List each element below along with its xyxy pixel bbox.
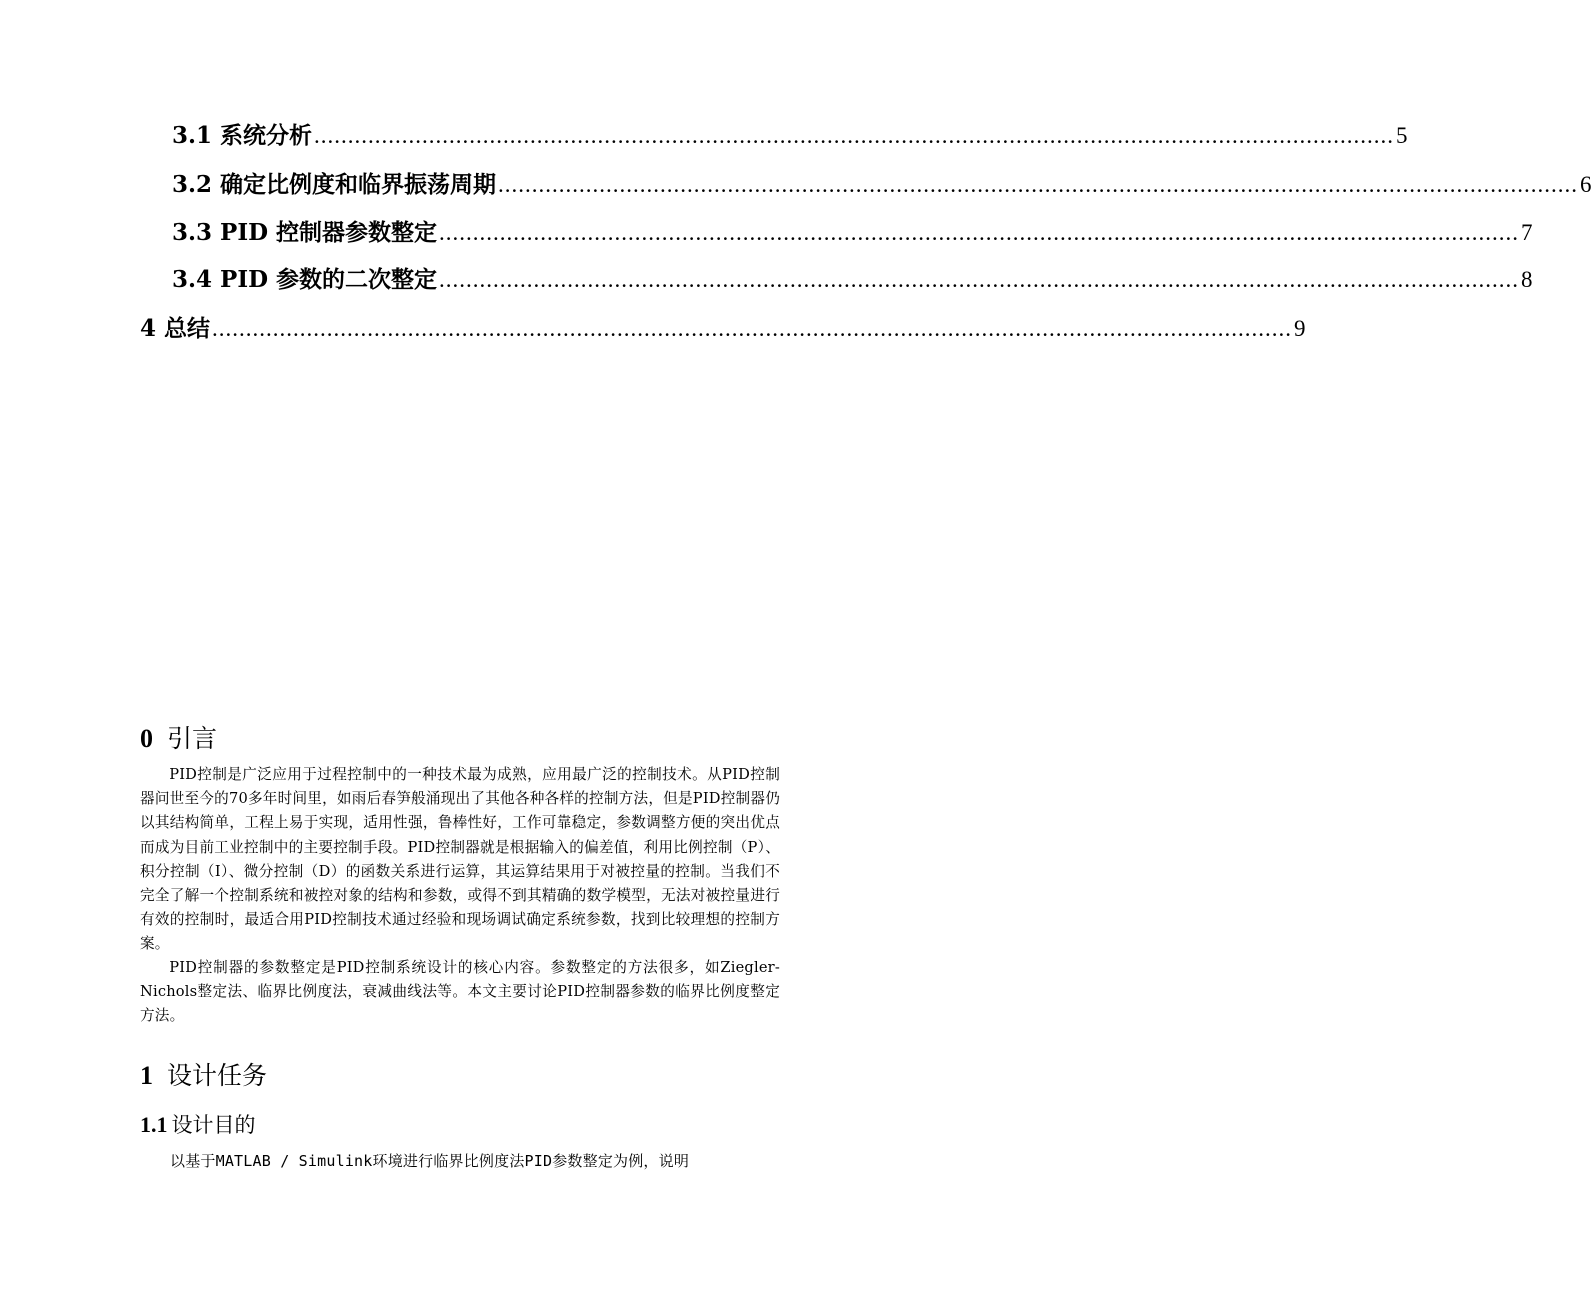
toc-entry-3-1[interactable] — [172, 121, 1408, 151]
toc-page-number: 9 — [1294, 316, 1306, 341]
subsection-title: 设计目的 — [171, 1113, 256, 1137]
toc-label: 4 总结 — [140, 315, 211, 342]
section-title: 设计任务 — [167, 1061, 268, 1090]
section-heading-design-task — [140, 1059, 267, 1093]
toc-entry-4[interactable] — [140, 314, 1306, 344]
toc-leader-dots: ................................................................................................................................................................ — [212, 316, 1293, 341]
toc-page-number: 5 — [1396, 123, 1408, 148]
toc-leader-dots: ................................................................................................................................................................ — [314, 123, 1395, 148]
toc-page-number: 7 — [1521, 220, 1533, 245]
intro-paragraph-2: PID控制器的参数整定是PID控制系统设计的核心内容。参数整定的方法很多，如Ziegler-Nichols整定法、临界比例度法，衰减曲线法等。本文主要讨论PID控制器参数的临界比例度整定方法。 — [140, 959, 780, 1025]
toc-label: 3.1 系统分析 — [172, 122, 313, 149]
toc-leader-dots: ................................................................................................................................................................ — [439, 220, 1520, 245]
toc-leader-dots: ................................................................................................................................................................ — [498, 172, 1579, 197]
intro-paragraph-1: PID控制是广泛应用于过程控制中的一种技术最为成熟，应用最广泛的控制技术。从PID控制器问世至今的70多年时间里，如雨后春笋般涌现出了其他各种各样的控制方法，但是PID控制器仍以其结构简单，工程上易于实现，适用性强，鲁棒性好，工作可靠稳定，参数调整方便的突出优点而成为目前工业控制中的主要控制手段。PID控制器就是根据输入的偏差值，利用比例控制（P）、积分控制（I）、微分控制（D）的函数关系进行运算，其运算结果用于对被控量的控制。当我们不完全了解一个控制系统和被控对象的结构和参数，或得不到其精确的数学模型，无法对被控量进行有效的控制时，最适合用PID控制技术通过经验和现场调试确定系统参数，找到比较理想的控制方案。 — [140, 766, 780, 953]
design-purpose-paragraph: 以基于MATLAB / Simulink环境进行临界比例度法PID参数整定为例，说明 — [170, 1152, 690, 1170]
section-heading-intro — [140, 722, 217, 756]
toc-entry-3-4[interactable] — [172, 265, 1533, 295]
toc-label: 3.2 确定比例度和临界振荡周期 — [172, 171, 497, 198]
subsection-number: 1.1 — [140, 1112, 168, 1137]
section-number: 0 — [140, 724, 153, 753]
toc-page-number: 6 — [1580, 172, 1592, 197]
toc-entry-3-3[interactable] — [172, 218, 1533, 248]
toc-page-number: 8 — [1521, 267, 1533, 292]
toc-label: 3.4 PID 参数的二次整定 — [172, 266, 438, 293]
section-title: 引言 — [167, 724, 218, 753]
subsection-heading-design-purpose — [140, 1110, 256, 1140]
toc-entry-3-2[interactable] — [172, 170, 1592, 200]
toc-label: 3.3 PID 控制器参数整定 — [172, 219, 438, 246]
section-number: 1 — [140, 1061, 153, 1090]
toc-leader-dots: ................................................................................................................................................................ — [439, 267, 1520, 292]
